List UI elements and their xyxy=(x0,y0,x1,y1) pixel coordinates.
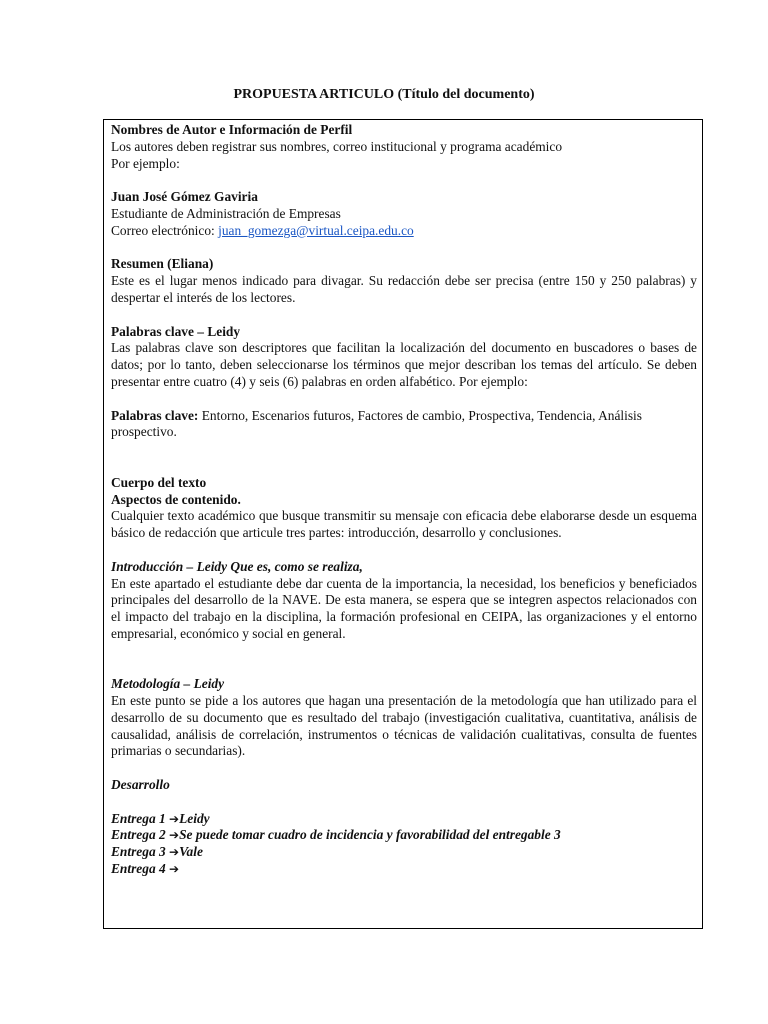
body-heading: Cuerpo del texto xyxy=(111,474,207,490)
entrega-4 xyxy=(111,861,697,878)
content-body xyxy=(111,122,697,878)
content-box xyxy=(103,119,703,929)
intro-heading: Introducción – Leidy Que es, como se realiza, xyxy=(111,558,363,574)
entrega-note: Se puede tomar cuadro de incidencia y favorabilidad del entregable 3 xyxy=(179,827,561,843)
entrega-label: Entrega 3 xyxy=(111,844,170,860)
document-title: PROPUESTA ARTICULO (Título del documento) xyxy=(233,87,535,102)
arrow-right-icon: ➔ xyxy=(169,811,180,826)
methodology-body: En este punto se pide a los autores que hagan una presentación de la metodología que han utilizado para el desarrollo de su documento que es resultado del trabajo (investigación cualitativa, cuantitativa, análisis de causalidad, análisis de correlación, instrumentos o técnicas de validación cualitativas, consulta de fuentes primarias o secundarias). xyxy=(111,693,697,759)
entrega-2 xyxy=(111,827,697,844)
body-text: Cualquier texto académico que busque transmitir su mensaje con eficacia debe elaborarse desde un esquema básico de redacción que articule tres partes: introducción, desarrollo y conclusiones. xyxy=(111,508,697,541)
entrega-note: Vale xyxy=(179,844,203,860)
keywords-example-label: Palabras clave: xyxy=(111,407,199,423)
keywords-example xyxy=(111,408,697,442)
entrega-note: Leidy xyxy=(179,810,210,826)
entrega-label: Entrega 2 xyxy=(111,827,170,843)
example-label: Por ejemplo: xyxy=(111,155,180,171)
development-heading: Desarrollo xyxy=(111,777,170,793)
arrow-right-icon: ➔ xyxy=(169,862,180,877)
example-email-line xyxy=(111,223,697,240)
arrow-right-icon: ➔ xyxy=(169,828,180,843)
keywords-body: Las palabras clave son descriptores que facilitan la localización del documento en buscadores o bases de datos; por lo tanto, deben seleccionarse los términos que mejor describan los temas del artículo. Se deben presentar entre cuatro (4) y seis (6) palabras en orden alfabético. Por ejemplo: xyxy=(111,340,697,389)
email-link[interactable]: juan_gomezga@virtual.ceipa.edu.co xyxy=(218,222,414,238)
example-author-name: Juan José Gómez Gaviria xyxy=(111,189,258,205)
entrega-1 xyxy=(111,811,697,828)
author-instructions: Los autores deben registrar sus nombres, correo institucional y programa académico xyxy=(111,138,563,154)
intro-body: En este apartado el estudiante debe dar cuenta de la importancia, la necesidad, los beneficios y beneficiados principales del desarrollo de la NAVE. De esta manera, se espera que se integren aspectos relacionados con el impacto del trabajo en la disciplina, la formación profesional en CEIPA, las organizaciones y el entorno empresarial, económico y social en general. xyxy=(111,575,697,641)
keywords-example-text: Entorno, Escenarios futuros, Factores de cambio, Prospectiva, Tendencia, Análisis prospectivo. xyxy=(111,407,642,440)
arrow-right-icon: ➔ xyxy=(169,845,180,860)
author-section-heading: Nombres de Autor e Información de Perfil xyxy=(111,122,353,137)
keywords-heading: Palabras clave – Leidy xyxy=(111,323,241,339)
body-subheading: Aspectos de contenido. xyxy=(111,491,241,507)
resumen-heading: Resumen (Eliana) xyxy=(111,256,214,272)
email-label: Correo electrónico: xyxy=(111,222,219,238)
entrega-label: Entrega 4 xyxy=(111,861,170,877)
entrega-label: Entrega 1 xyxy=(111,810,170,826)
methodology-heading: Metodología – Leidy xyxy=(111,676,225,692)
resumen-body: Este es el lugar menos indicado para divagar. Su redacción debe ser precisa (entre 150 y 250 palabras) y despertar el interés de los lectores. xyxy=(111,273,697,305)
example-author-program: Estudiante de Administración de Empresas xyxy=(111,205,341,221)
entrega-3 xyxy=(111,844,697,861)
